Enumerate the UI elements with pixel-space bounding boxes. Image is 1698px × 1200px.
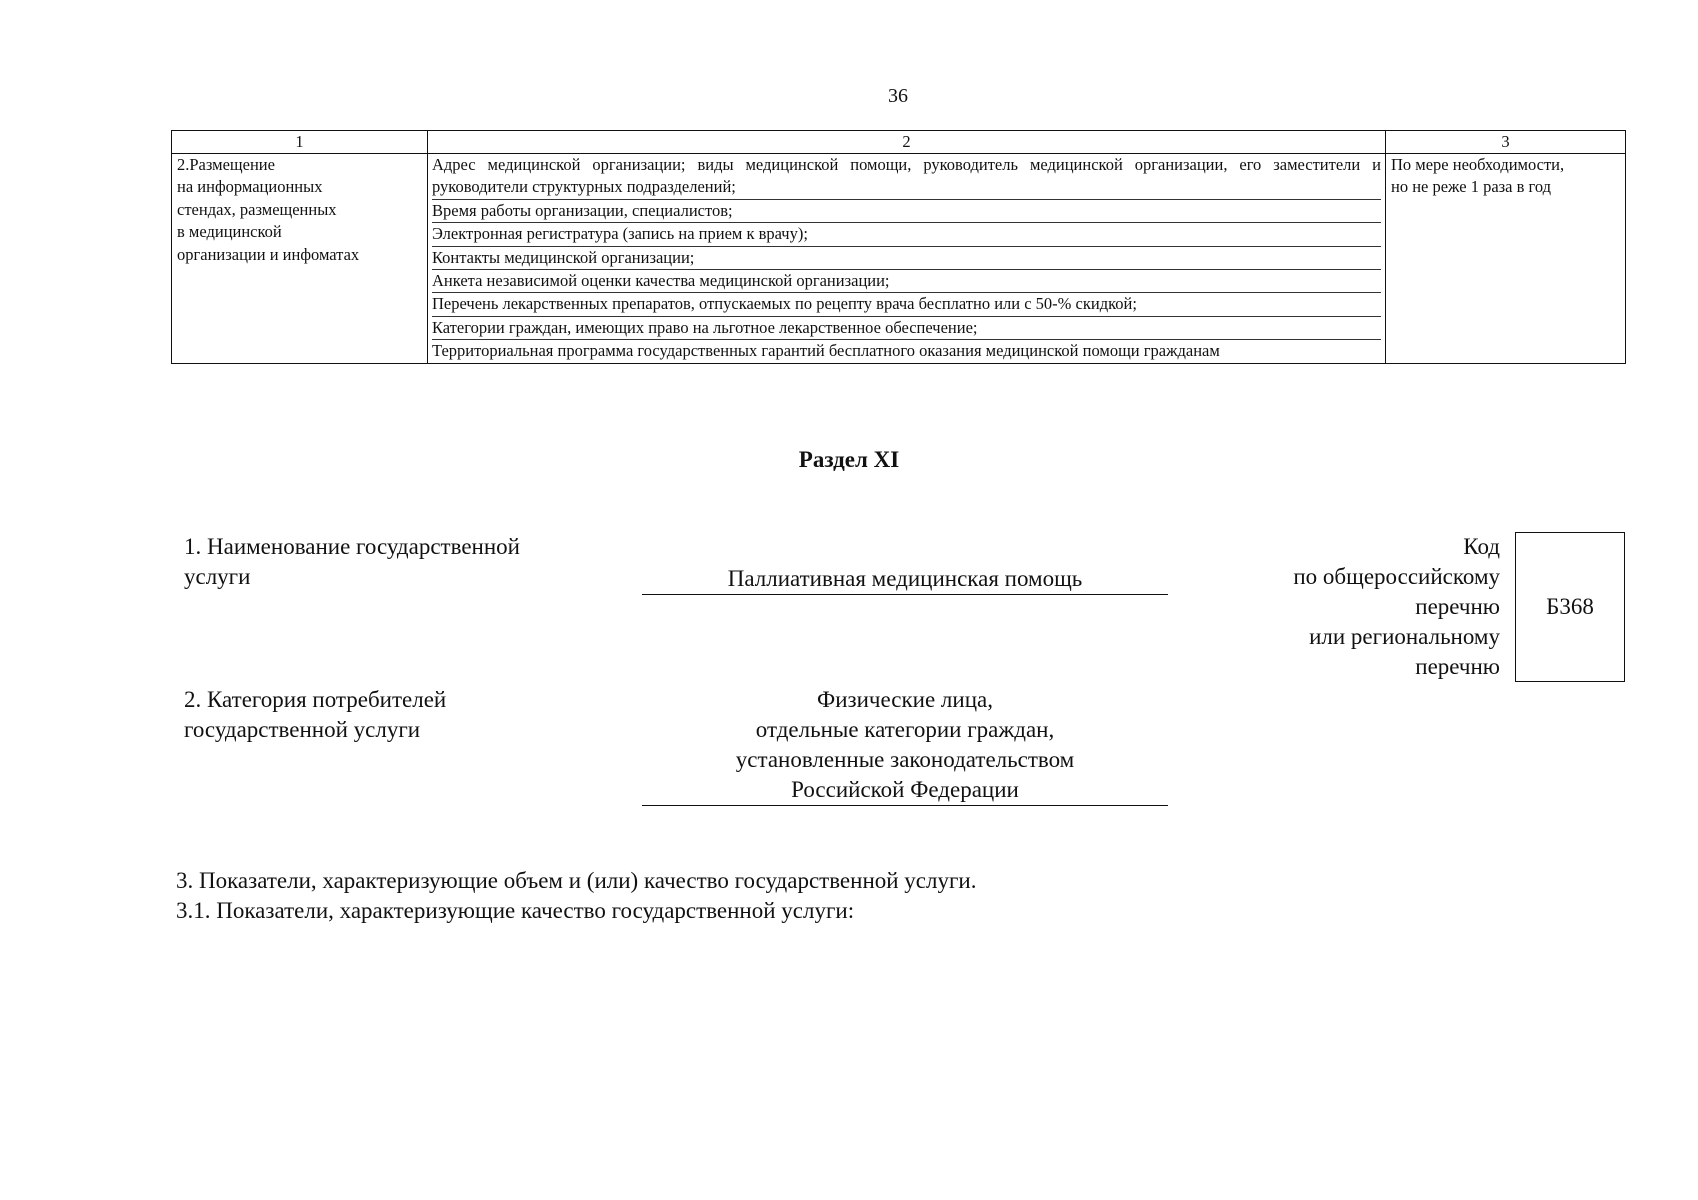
table-header-cell: 1 (172, 131, 428, 154)
update-frequency-text: По мере необходимости, но не реже 1 раза в год (1391, 155, 1565, 197)
list-item: Адрес медицинской организации; виды медицинской помощи, руководитель медицинской организации, его заместители и руководители структурных подразделений; (432, 155, 1381, 197)
consumers-value: Физические лица, отдельные категории граждан, установленные законодательством Российской Федерации (642, 685, 1168, 806)
placement-method-text: 2.Размещение на информационных стендах, размещенных в медицинской организации и инфоматах (177, 155, 360, 264)
service-name-value: Паллиативная медицинская помощь (642, 564, 1168, 595)
quality-indicators-heading: 3.1. Показатели, характеризующие качество государственной услуги: (176, 898, 855, 923)
section-title: Раздел XI (798, 447, 900, 472)
list-item: Электронная регистратура (запись на прием к врачу); (432, 222, 1381, 245)
table-header-cell: 3 (1386, 131, 1626, 154)
info-table (171, 130, 1626, 364)
list-item: Территориальная программа государственных гарантий бесплатного оказания медицинской помощи гражданам (432, 339, 1381, 362)
service-name-label: 1. Наименование государственной услуги (184, 534, 520, 589)
list-item: Перечень лекарственных препаратов, отпускаемых по рецепту врача бесплатно или с 50-% скидкой; (432, 292, 1381, 315)
code-label: Код по общероссийскому перечню или региональному перечню (1293, 534, 1500, 679)
table-header-row (172, 131, 1626, 154)
list-item: Контакты медицинской организации; (432, 246, 1381, 269)
list-item: Время работы организации, специалистов; (432, 199, 1381, 222)
placement-method-cell (172, 154, 428, 364)
table-header-cell: 2 (428, 131, 1386, 154)
indicators-heading: 3. Показатели, характеризующие объем и (или) качество государственной услуги. (176, 868, 977, 893)
table-row (172, 154, 1626, 364)
code-value: Б368 (1546, 594, 1594, 619)
page-number: 36 (888, 85, 908, 107)
list-item: Анкета независимой оценки качества медицинской организации; (432, 269, 1381, 292)
list-item: Категории граждан, имеющих право на льготное лекарственное обеспечение; (432, 316, 1381, 339)
consumers-label: 2. Категория потребителей государственной услуги (184, 687, 447, 742)
code-box (1515, 532, 1625, 682)
update-frequency-cell (1386, 154, 1626, 364)
info-content-cell (428, 154, 1386, 364)
